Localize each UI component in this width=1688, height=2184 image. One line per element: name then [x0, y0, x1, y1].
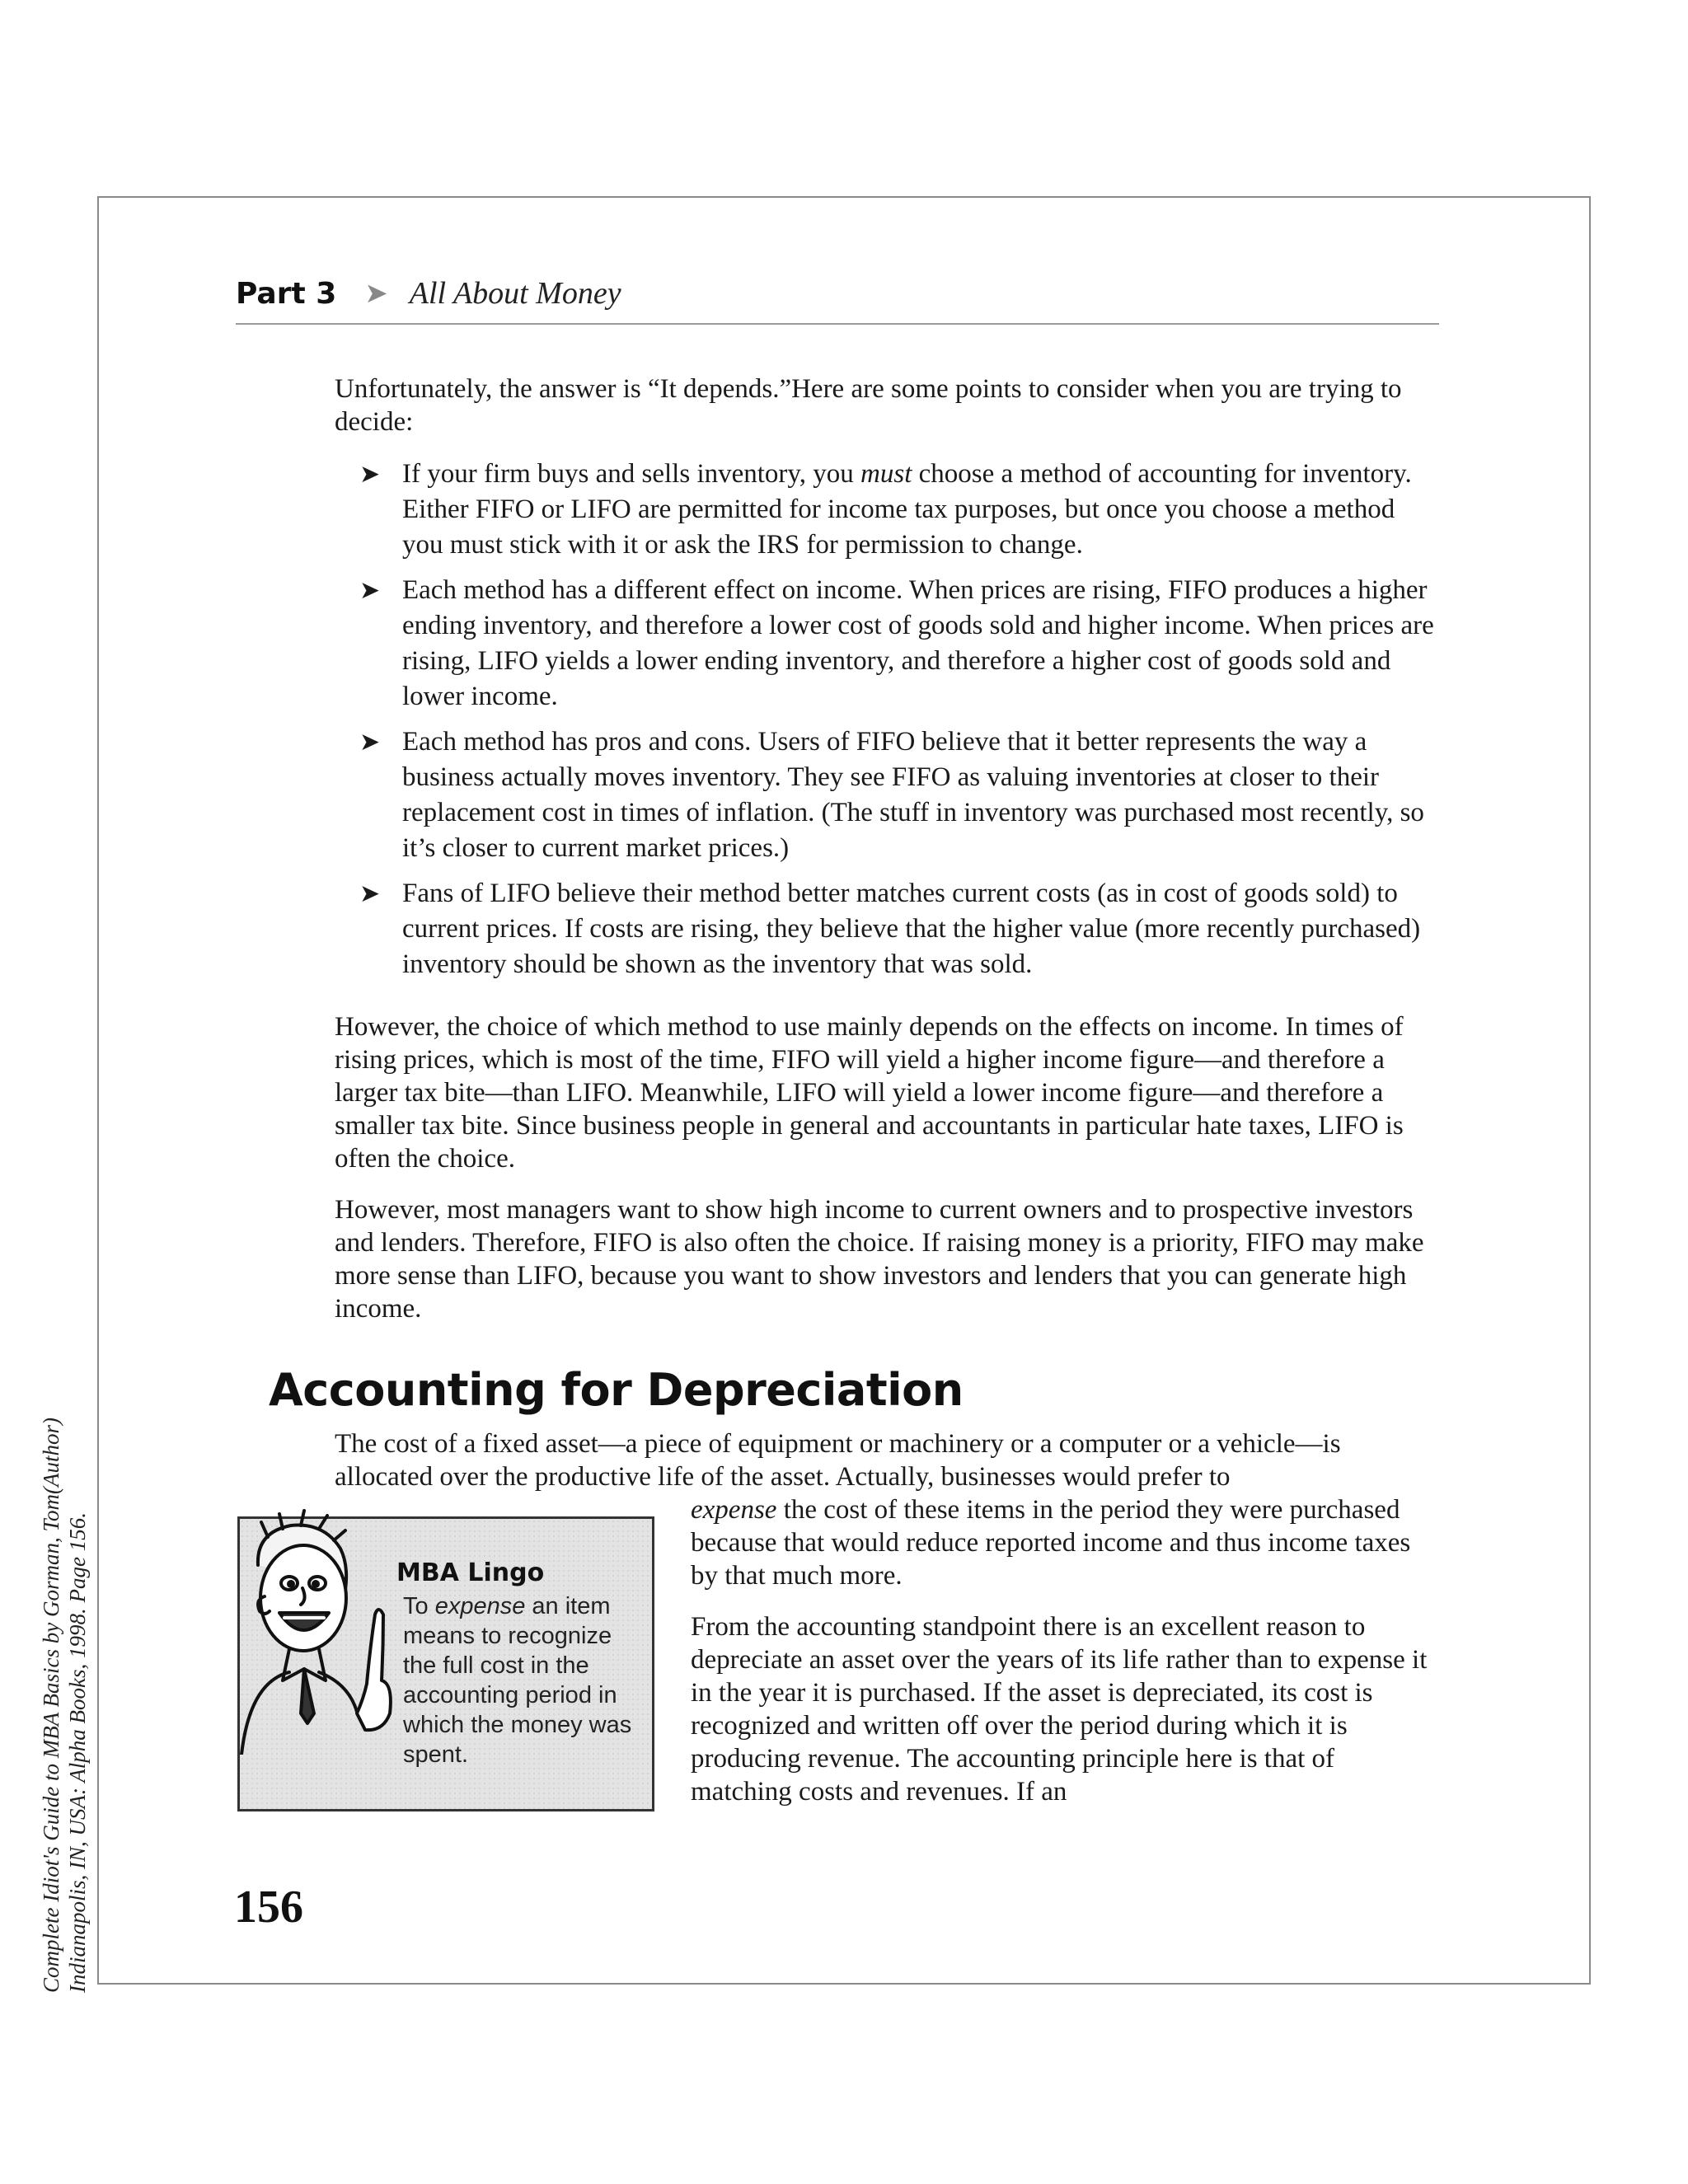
bullet-text: Each method has a different effect on income. When prices are rising, FIFO produces a higher ending inventory, and therefore a lower cost of goods sold and higher income. When prices are rising, LIFO yields a lower ending inventory, and therefore a higher cost of goods sold and lower income. — [402, 575, 1434, 711]
list-item — [335, 573, 1439, 715]
bullet-text: Fans of LIFO believe their method better matches current costs (as in cost of goods sold) to current prices. If costs are rising, they believe that the higher value (more recently purchased) inventory should be shown as the inventory that was sold. — [402, 879, 1421, 979]
paragraph: However, most managers want to show high income to current owners and to prospective investors and lenders. Therefore, FIFO is also often the choice. If raising money is a priority, FIFO may make more sense than LIFO, because you want to show investors and lenders that you can generate high income. — [335, 1195, 1424, 1324]
arrow-right-icon: ➤ — [364, 277, 388, 310]
paragraph: However, the choice of which method to use mainly depends on the effects on income. In times of rising prices, which is most of the time, FIFO will yield a higher income figure—and therefore a larger tax bite—than LIFO. Meanwhile, LIFO will yield a lower income figure—and therefore a smaller tax bite. Since business people in general and accountants in particular hate taxes, LIFO is often the choice. — [335, 1012, 1404, 1174]
bullet-list — [335, 457, 1439, 982]
bullet-arrow-icon: ➤ — [359, 576, 381, 605]
mba-lingo-sidebar — [237, 1516, 654, 1811]
paragraph-rest: the cost of these items in the period they were purchased because that would reduce reported income and thus income taxes by that much more. — [691, 1495, 1411, 1591]
part-label: Part 3 — [236, 276, 337, 311]
emphasis-text: expense — [691, 1495, 777, 1525]
citation-line-2: Indianapolis, IN, USA: Alpha Books, 1998. Page 156. — [65, 1512, 90, 1993]
running-head — [236, 264, 1439, 325]
definition-before: To — [403, 1593, 435, 1619]
part-title: All About Money — [409, 276, 621, 311]
bullet-arrow-icon: ➤ — [359, 728, 381, 757]
list-item — [335, 724, 1439, 866]
bullet-text-before: If your firm buys and sells inventory, you — [402, 459, 861, 489]
bullet-arrow-icon: ➤ — [359, 460, 381, 489]
intro-paragraph: Unfortunately, the answer is “It depends.”Here are some points to consider when you are trying to decide: — [335, 374, 1402, 437]
depreciation-intro: The cost of a fixed asset—a piece of equipment or machinery or a computer or a vehicle—is allocated over the productive life of the asset. Actually, businesses would prefer to — [335, 1429, 1341, 1492]
bullet-arrow-icon: ➤ — [359, 879, 381, 908]
bullet-text: Each method has pros and cons. Users of FIFO believe that it better represents the way a business actually moves inventory. They see FIFO as valuing inventories at closer to their replacement cost in times of inflation. (The stuff in inventory was purchased most recently, so it’s closer to current market prices.) — [402, 727, 1424, 863]
definition-after: an item means to recognize the full cost in the accounting period in which the money was spent. — [403, 1593, 632, 1768]
bullet-text-after: choose a method of accounting for inventory. Either FIFO or LIFO are permitted for income tax purposes, but once you choose a method you must stick with it or ask the IRS for permission to change. — [402, 459, 1412, 560]
bullet-emphasis: must — [860, 459, 912, 489]
list-item — [335, 457, 1439, 563]
list-item — [335, 876, 1439, 982]
sidebar-definition — [403, 1591, 642, 1769]
definition-emphasis: expense — [434, 1593, 526, 1619]
main-text — [335, 373, 1439, 1343]
paragraph — [691, 1493, 1439, 1592]
page-number: 156 — [234, 1882, 303, 1933]
right-column — [691, 1493, 1439, 1826]
cartoon-teacher-icon — [225, 1507, 398, 1755]
side-citation — [38, 1383, 91, 1993]
section-heading: Accounting for Depreciation — [269, 1364, 964, 1416]
paragraph: From the accounting standpoint there is an excellent reason to depreciate an asset over the years of its life rather than to expense it in the year it is purchased. If the asset is depreciated, its cost is recognized and written off over the period during which it is producing revenue. The accounting principle here is that of matching costs and revenues. If an — [691, 1612, 1428, 1807]
sidebar-title: MBA Lingo — [396, 1558, 545, 1587]
citation-line-1: Complete Idiot's Guide to MBA Basics by Gorman, Tom(Author) — [39, 1418, 63, 1993]
